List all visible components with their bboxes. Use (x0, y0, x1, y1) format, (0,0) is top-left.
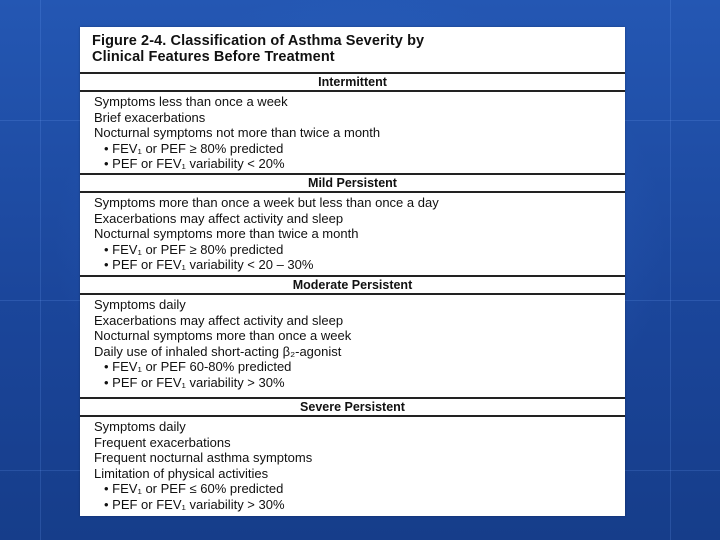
criteria-bullet: • PEF or FEV₁ variability < 20% (104, 156, 285, 171)
section-body-moderate-persistent (94, 297, 619, 390)
symptom-line: Symptoms less than once a week (94, 94, 288, 109)
figure-title-line-2: Clinical Features Before Treatment (92, 49, 335, 65)
figure-card (80, 27, 625, 516)
criteria-bullet: • FEV₁ or PEF ≥ 80% predicted (104, 241, 284, 257)
symptom-line: Nocturnal symptoms more than once a week (94, 328, 352, 343)
symptom-line: Frequent nocturnal asthma symptoms (94, 450, 313, 465)
figure-title-line-1: Figure 2-4. Classification of Asthma Severity by (92, 33, 425, 49)
section-heading-mild-persistent: Mild Persistent (308, 176, 397, 190)
section-divider (80, 90, 625, 92)
criteria-bullet: • FEV₁ or PEF ≥ 80% predicted (104, 140, 284, 156)
criteria-bullet: • FEV₁ or PEF 60-80% predicted (104, 359, 292, 374)
background-grid-line (670, 0, 671, 540)
section-heading-severe-persistent: Severe Persistent (300, 400, 405, 414)
symptom-line: Nocturnal symptoms more than twice a month (94, 226, 359, 241)
background-grid-line (40, 0, 41, 540)
symptom-line: Symptoms daily (94, 419, 186, 434)
symptom-line: Exacerbations may affect activity and sleep (94, 312, 344, 328)
section-divider (80, 173, 625, 175)
criteria-bullet: • PEF or FEV₁ variability < 20 – 30% (104, 257, 314, 272)
symptom-line: Brief exacerbations (94, 109, 206, 125)
section-heading-moderate-persistent: Moderate Persistent (292, 278, 413, 292)
section-body-severe-persistent (94, 419, 619, 512)
section-divider (80, 72, 625, 74)
symptom-line: Limitation of physical activities (94, 465, 269, 481)
section-heading-intermittent: Intermittent (318, 75, 387, 89)
section-body-intermittent (94, 94, 619, 172)
symptom-line: Nocturnal symptoms not more than twice a month (94, 125, 381, 140)
symptom-line: Exacerbations may affect activity and sleep (94, 210, 344, 226)
symptom-line: Daily use of inhaled short-acting β₂-agonist (94, 343, 342, 359)
section-body-mild-persistent (94, 195, 619, 273)
criteria-bullet: • PEF or FEV₁ variability > 30% (104, 496, 285, 512)
section-divider (80, 275, 625, 277)
symptom-line: Symptoms daily (94, 297, 186, 312)
section-divider (80, 397, 625, 399)
section-divider (80, 191, 625, 193)
criteria-bullet: • FEV₁ or PEF ≤ 60% predicted (104, 481, 284, 496)
section-divider (80, 415, 625, 417)
figure-title (92, 33, 612, 65)
section-divider (80, 293, 625, 295)
symptom-line: Symptoms more than once a week but less than once a day (94, 195, 439, 210)
symptom-line: Frequent exacerbations (94, 434, 231, 450)
criteria-bullet: • PEF or FEV₁ variability > 30% (104, 374, 285, 390)
